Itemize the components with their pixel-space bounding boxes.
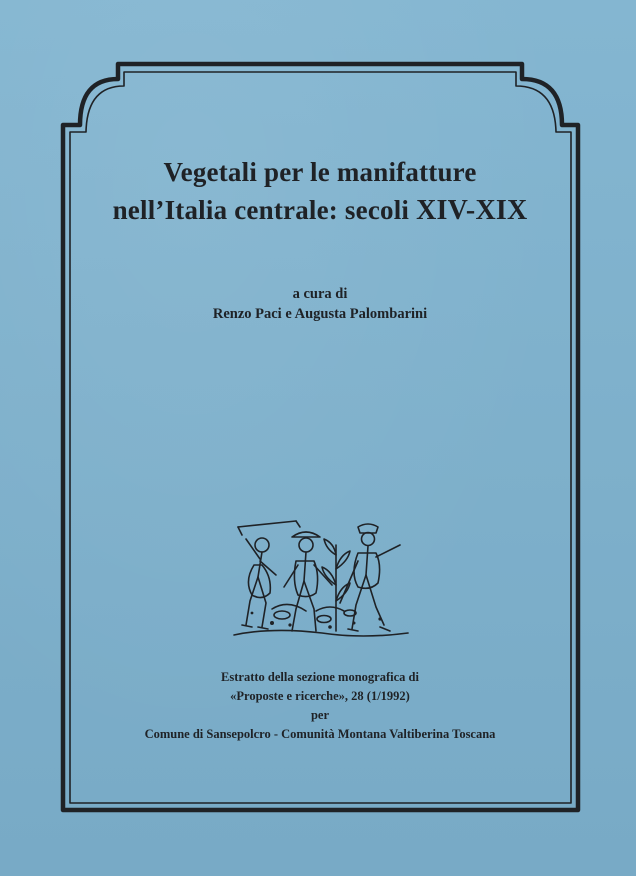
extract-line-4: Comune di Sansepolcro - Comunità Montana Valtiberina Toscana bbox=[144, 727, 496, 741]
book-title-line-2 bbox=[60, 194, 580, 227]
extract-line-3: per bbox=[310, 708, 330, 722]
curated-by-label: a cura di bbox=[292, 286, 348, 302]
book-title-line-1: Vegetali per le manifatture bbox=[163, 157, 477, 187]
extract-line-1: Estratto della sezione monografica di bbox=[221, 670, 419, 684]
book-title-centuries: XIV-XIX bbox=[416, 195, 528, 226]
editors-names: Renzo Paci e Augusta Palombarini bbox=[212, 306, 428, 322]
woodcut-farmers-working-field-icon bbox=[232, 515, 410, 643]
extract-line-2: «Proposte e ricerche», 28 (1/1992) bbox=[230, 689, 410, 703]
book-title-line-2-main: nell’Italia centrale: secoli bbox=[112, 195, 417, 225]
